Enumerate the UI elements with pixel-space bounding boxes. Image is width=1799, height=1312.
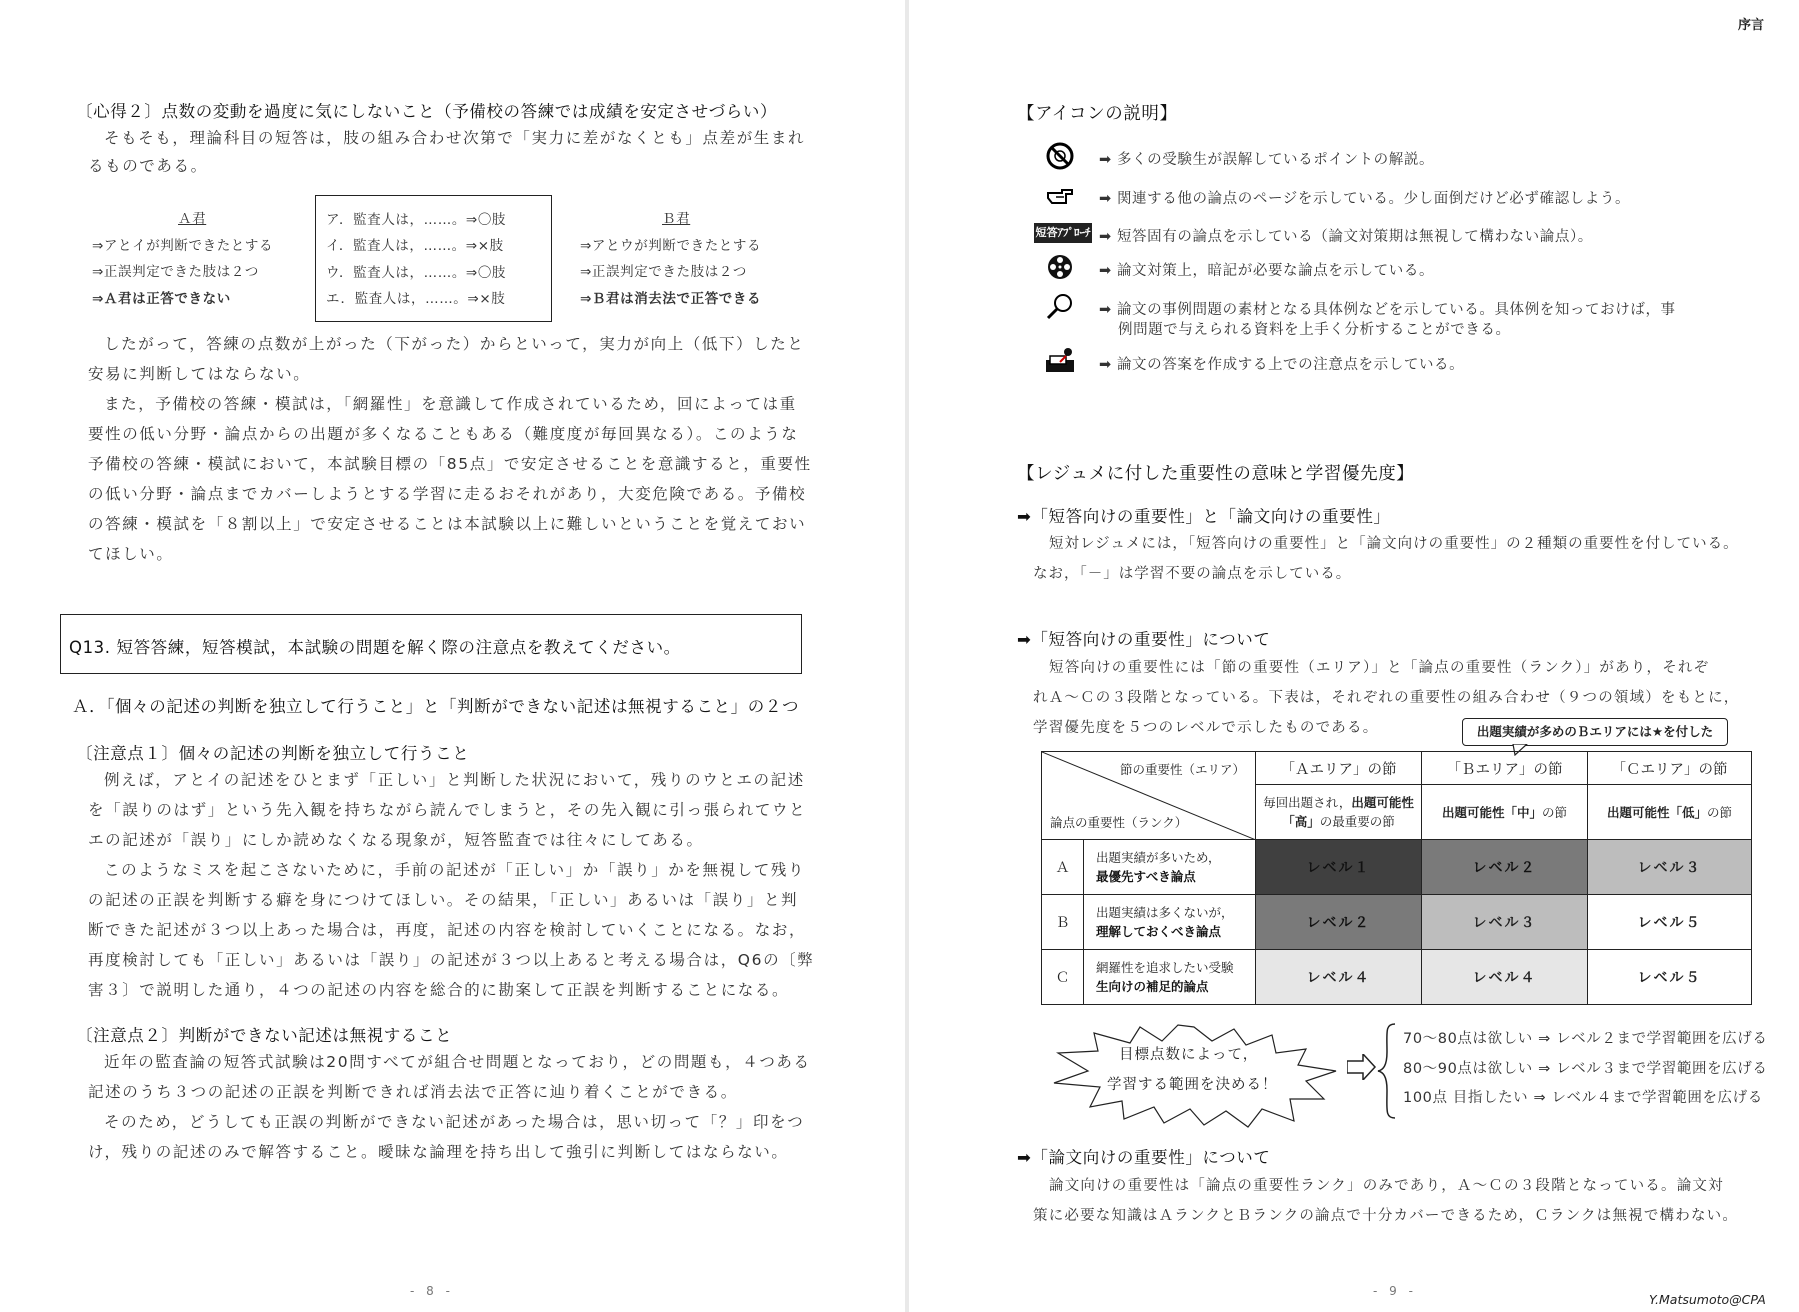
para-line: てほしい。 bbox=[88, 545, 174, 563]
para-line: 学習優先度を５つのレベルで示したものである。 bbox=[1033, 720, 1379, 736]
level-cell: レベル４ bbox=[1256, 950, 1422, 1005]
no-entry-icon bbox=[1044, 142, 1076, 170]
col-desc-bold: 出題可能性「中」 bbox=[1441, 805, 1542, 820]
para-line: したがって，答練の点数が上がった（下がった）からといって，実力が向上（低下）したと bbox=[104, 335, 805, 353]
para-line: 予備校の答練・模試において，本試験目標の「85点」で安定させることを意識すると，重要性 bbox=[88, 455, 812, 473]
rank-label: Ａ bbox=[1042, 840, 1084, 895]
a-kun-line: ⇒Ａ君は正答できない bbox=[92, 291, 231, 307]
para-line: の答練・模試を「８割以上」で安定させることは本試験以上に難しいということを覚えておい bbox=[88, 515, 807, 533]
level-cell: レベル２ bbox=[1422, 840, 1588, 895]
para-line: の記述の正誤を判断する癖を身につけてほしい。その結果，「正しい」あるいは「誤り」と判 bbox=[88, 891, 799, 909]
burst-text: 学習する範囲を決める！ bbox=[1107, 1077, 1278, 1093]
page-number: - 8 - bbox=[410, 1284, 454, 1298]
para-line: を「誤りのはず」という先入観を持ちながら読んでしまうと，その先入観に引っ張られてウと bbox=[88, 801, 807, 819]
col-desc-c bbox=[1588, 785, 1752, 840]
col-desc-text: 毎回出題され， bbox=[1263, 795, 1352, 810]
icon-description-cont: 例問題で与えられる資料を上手く分析することができる。 bbox=[1118, 322, 1511, 338]
level-cell: レベル３ bbox=[1588, 840, 1752, 895]
para-line: 近年の監査論の短答式試験は20問すべてが組合せ問題となっており，どの問題も，４つある bbox=[104, 1053, 811, 1071]
table-row-rank-b bbox=[1042, 895, 1752, 950]
pointing-hand-icon bbox=[1044, 181, 1076, 209]
para-line: このようなミスを起こさないために，手前の記述が「正しい」か「誤り」かを無視して残り bbox=[104, 861, 806, 879]
col-header-c: 「Ｃエリア」の節 bbox=[1588, 752, 1752, 785]
option-line: イ．監査人は，……。⇒×肢 bbox=[326, 238, 504, 254]
col-desc-bold: 出題可能性「高」 bbox=[1282, 795, 1414, 829]
point1-heading: 〔注意点１〕個々の記述の判断を独立して行うこと bbox=[76, 744, 470, 763]
para-line: 害３〕で説明した通り，４つの記述の内容を総合的に勘案して正誤を判断することになる。 bbox=[88, 981, 790, 999]
tip2-para-line: そもそも，理論科目の短答は，肢の組み合わせ次第で「実力に差がなくとも」点差が生まれ bbox=[104, 129, 806, 147]
point2-heading: 〔注意点２〕判断ができない記述は無視すること bbox=[76, 1026, 453, 1045]
para-line: れＡ～Ｃの３段階となっている。下表は，それぞれの重要性の組み合わせ（９つの領域）をもとに， bbox=[1033, 690, 1740, 706]
level-cell: レベル４ bbox=[1422, 950, 1588, 1005]
table-corner-cell bbox=[1042, 752, 1256, 840]
target-line: 80～90点は欲しい ⇒ レベル３まで学習範囲を広げる bbox=[1403, 1061, 1768, 1077]
callout-note: 出題実績が多めのＢエリアには★を付した bbox=[1462, 718, 1728, 746]
col-desc-a bbox=[1256, 785, 1422, 840]
para-line: 短答向けの重要性には「節の重要性（エリア）」と「論点の重要性（ランク）」があり，それぞ bbox=[1049, 660, 1710, 676]
brace-shape bbox=[1375, 1022, 1399, 1120]
a-kun-title: Ａ君 bbox=[178, 211, 207, 227]
rank-desc-bold: 最優先すべき論点 bbox=[1096, 869, 1196, 884]
right-arrow-icon bbox=[1347, 1054, 1377, 1080]
para-line: 例えば，アとイの記述をひとまず「正しい」と判断した状況において，残りのウとエの記述 bbox=[104, 771, 805, 789]
writing-person-icon bbox=[1044, 346, 1076, 374]
para-line: 短対レジュメには，「短答向けの重要性」と「論文向けの重要性」の２種類の重要性を付している。 bbox=[1049, 536, 1739, 552]
tip2-heading: 〔心得２〕点数の変動を過度に気にしないこと（予備校の答練では成績を安定させづらい） bbox=[76, 102, 778, 121]
para-line: 安易に判断してはならない。 bbox=[88, 365, 311, 383]
options-box bbox=[315, 195, 552, 322]
option-line: ア．監査人は，……。⇒〇肢 bbox=[326, 212, 507, 228]
rank-desc-bold: 理解しておくべき論点 bbox=[1096, 924, 1222, 939]
b-kun-line: ⇒Ｂ君は消去法で正答できる bbox=[580, 291, 762, 307]
question-box bbox=[60, 614, 802, 674]
col-desc-text: の最重要の節 bbox=[1319, 814, 1395, 829]
corner-bottom-label: 論点の重要性（ランク） bbox=[1050, 815, 1188, 830]
question-text: Q13. 短答答練，短答模試，本試験の問題を解く際の注意点を教えてください。 bbox=[69, 638, 681, 657]
section-heading: ➡「短答向けの重要性」と「論文向けの重要性」 bbox=[1017, 507, 1391, 526]
importance-table bbox=[1041, 751, 1752, 1005]
rank-desc-bold: 生向けの補足的論点 bbox=[1096, 979, 1209, 994]
tip2-para-line: るものである。 bbox=[88, 157, 208, 175]
level-cell: レベル５ bbox=[1588, 950, 1752, 1005]
para-line: 断できた記述が３つ以上あった場合は，再度，記述の内容を検討していくことになる。なお， bbox=[88, 921, 807, 939]
rank-desc-line: 出題実績は多くないが， bbox=[1096, 905, 1234, 920]
answer-heading: Ａ．「個々の記述の判断を独立して行うこと」と「判断ができない記述は無視すること」の２つ bbox=[72, 697, 800, 716]
level-cell: レベル５ bbox=[1588, 895, 1752, 950]
b-kun-title: Ｂ君 bbox=[662, 211, 691, 227]
rank-label: Ｃ bbox=[1042, 950, 1084, 1005]
icons-heading: 【アイコンの説明】 bbox=[1017, 104, 1178, 124]
importance-heading: 【レジュメに付した重要性の意味と学習優先度】 bbox=[1017, 464, 1415, 484]
col-desc-bold: 出題可能性「低」 bbox=[1606, 805, 1707, 820]
corner-top-label: 節の重要性（エリア） bbox=[1119, 762, 1245, 777]
rank-desc bbox=[1084, 950, 1256, 1005]
col-header-a: 「Ａエリア」の節 bbox=[1256, 752, 1422, 785]
table-row-rank-a bbox=[1042, 840, 1752, 895]
b-kun-line: ⇒アとウが判断できたとする bbox=[580, 238, 762, 254]
col-header-b: 「Ｂエリア」の節 bbox=[1422, 752, 1588, 785]
icon-description: ➡ 論文の答案を作成する上での注意点を示している。 bbox=[1099, 357, 1465, 373]
a-kun-line: ⇒正誤判定できた肢は２つ bbox=[92, 264, 260, 280]
rank-label: Ｂ bbox=[1042, 895, 1084, 950]
option-line: ウ．監査人は，……。⇒〇肢 bbox=[326, 265, 507, 281]
rank-desc-line: 網羅性を追求したい受験 bbox=[1096, 960, 1234, 975]
target-line: 70～80点は欲しい ⇒ レベル２まで学習範囲を広げる bbox=[1403, 1031, 1768, 1047]
para-line: なお，「－」は学習不要の論点を示している。 bbox=[1033, 566, 1352, 582]
page-number: - 9 - bbox=[1373, 1284, 1417, 1298]
para-line: 再度検討しても「正しい」あるいは「誤り」の記述が３つ以上あると考える場合は，Q6の〔弊 bbox=[88, 951, 815, 969]
magnifier-icon bbox=[1044, 292, 1076, 320]
para-line: そのため，どうしても正誤の判断ができない記述があった場合は，思い切って「？」印をつ bbox=[104, 1113, 805, 1131]
icon-description: ➡ 関連する他の論点のページを示している。少し面倒だけど必ず確認しよう。 bbox=[1099, 191, 1631, 207]
para-line: 要性の低い分野・論点からの出題が多くなることもある（難度度が毎回異なる）。このような bbox=[88, 425, 799, 443]
col-desc-b bbox=[1422, 785, 1588, 840]
icon-description: ➡ 多くの受験生が誤解しているポイントの解説。 bbox=[1099, 152, 1435, 168]
level-cell: レベル１ bbox=[1256, 840, 1422, 895]
option-line: エ．監査人は，……。⇒×肢 bbox=[326, 291, 506, 307]
section-heading: ➡「論文向けの重要性」について bbox=[1017, 1148, 1271, 1167]
col-desc-text: の節 bbox=[1542, 805, 1568, 820]
burst-text: 目標点数によって， bbox=[1119, 1047, 1259, 1063]
para-line: 論文向けの重要性は「論点の重要性ランク」のみであり，Ａ～Ｃの３段階となっている。論文対 bbox=[1049, 1178, 1724, 1194]
footer-author: Y.Matsumoto@CPA bbox=[1649, 1292, 1766, 1307]
film-reel-icon bbox=[1044, 253, 1076, 281]
target-line: 100点 目指したい ⇒ レベル４まで学習範囲を広げる bbox=[1403, 1090, 1763, 1106]
tanto-approach-badge-icon: 短答ｱﾌﾟﾛｰﾁ bbox=[1034, 223, 1092, 243]
section-heading: ➡「短答向けの重要性」について bbox=[1017, 630, 1271, 649]
icon-description: ➡ 論文の事例問題の素材となる具体例などを示している。具体例を知っておけば，事 bbox=[1099, 302, 1676, 318]
header-label: 序言 bbox=[1738, 18, 1765, 33]
para-line: の低い分野・論点までカバーしようとする学習に走るおそれがあり，大変危険である。予備校 bbox=[88, 485, 807, 503]
col-desc-text: の節 bbox=[1707, 805, 1733, 820]
rank-desc bbox=[1084, 840, 1256, 895]
icon-description: ➡ 論文対策上，暗記が必要な論点を示している。 bbox=[1099, 263, 1435, 279]
para-line: 記述のうち３つの記述の正誤を判断できれば消去法で正答に辿り着くことができる。 bbox=[88, 1083, 738, 1101]
rank-desc bbox=[1084, 895, 1256, 950]
para-line: け，残りの記述のみで解答すること。曖昧な論理を持ち出して強引に判断してはならない。 bbox=[88, 1143, 789, 1161]
para-line: 策に必要な知識はＡランクとＢランクの論点で十分カバーできるため，Ｃランクは無視で構わない。 bbox=[1033, 1208, 1739, 1224]
icon-description: ➡ 短答固有の論点を示している（論文対策期は無視して構わない論点）。 bbox=[1099, 229, 1593, 245]
level-cell: レベル２ bbox=[1256, 895, 1422, 950]
a-kun-line: ⇒アとイが判断できたとする bbox=[92, 238, 274, 254]
right-page bbox=[909, 0, 1799, 1312]
table-row-rank-c bbox=[1042, 950, 1752, 1005]
b-kun-line: ⇒正誤判定できた肢は２つ bbox=[580, 264, 748, 280]
para-line: エの記述が「誤り」にしか読めなくなる現象が，短答監査では往々にしてある。 bbox=[88, 831, 704, 849]
rank-desc-line: 出題実績が多いため， bbox=[1096, 850, 1221, 865]
level-cell: レベル３ bbox=[1422, 895, 1588, 950]
para-line: また，予備校の答練・模試は，「網羅性」を意識して作成されているため，回によっては重 bbox=[104, 395, 797, 413]
